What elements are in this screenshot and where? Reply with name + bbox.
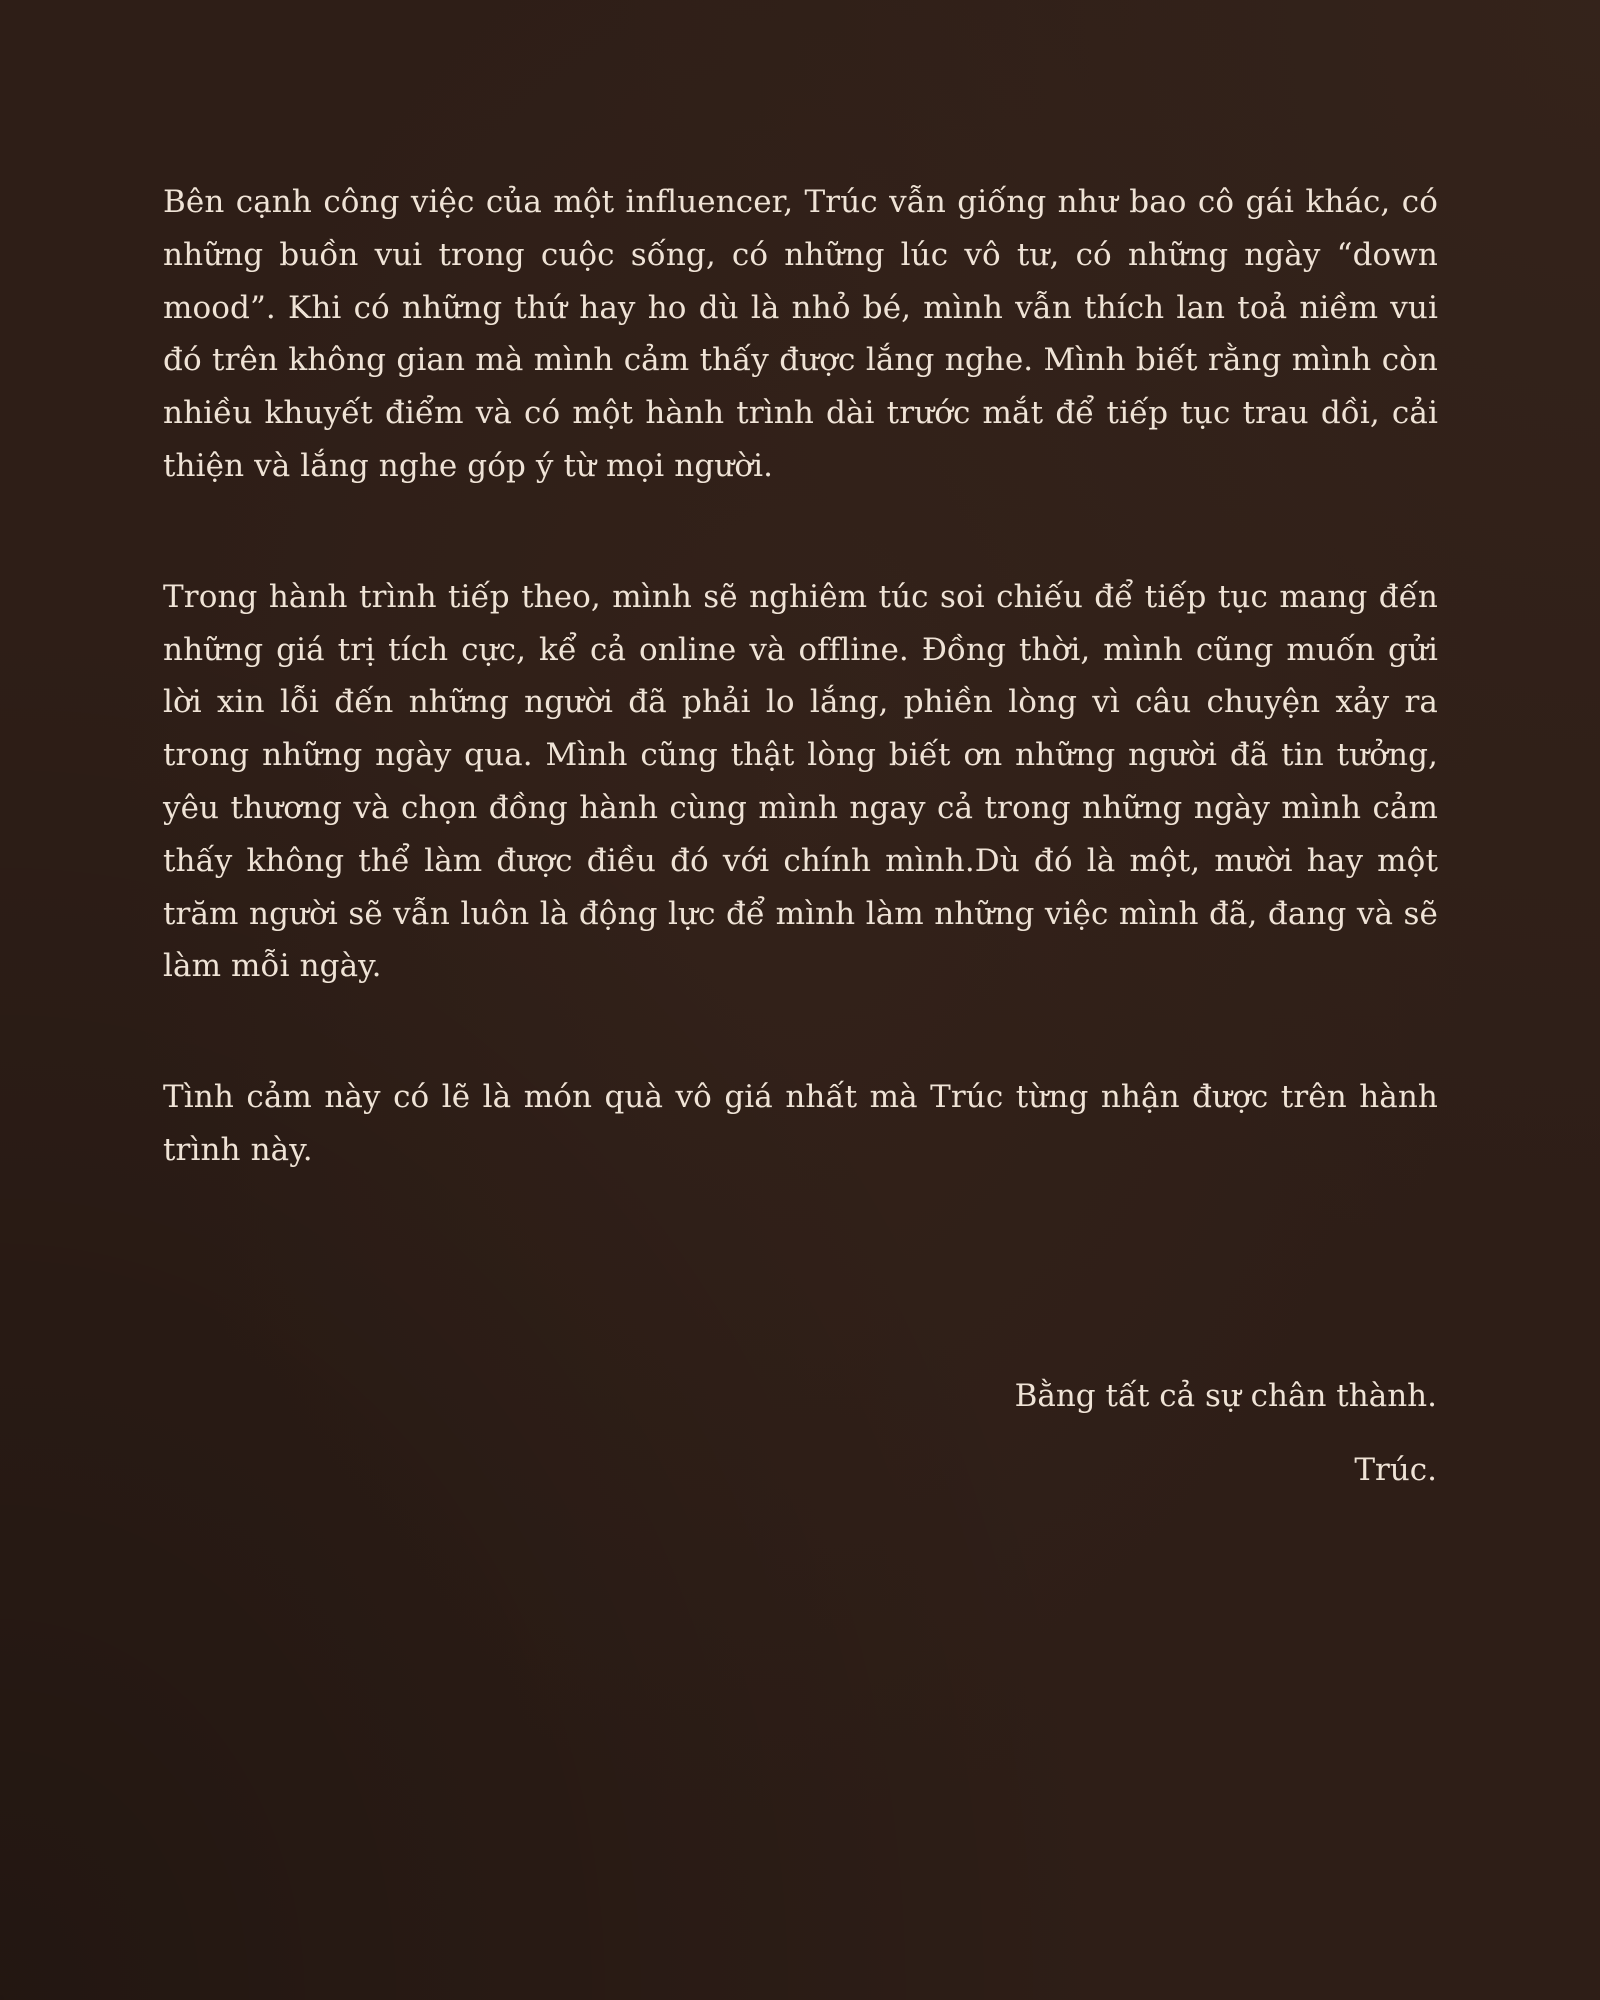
paragraph-2: Trong hành trình tiếp theo, mình sẽ nghiêm túc soi chiếu để tiếp tục mang đến những giá trị tích cực, kể cả online và offline. Đồng thời, mình cũng muốn gửi lời xin lỗi đến những người đã phải lo lắng, phiền lòng vì câu chuyện xảy ra trong những ngày qua. Mình cũng thật lòng biết ơn những người đã tin tưởng, yêu thương và chọn đồng hành cùng mình ngay cả trong những ngày mình cảm thấy không thể làm được điều đó với chính mình.Dù đó là một, mười hay một trăm người sẽ vẫn luôn là động lực để mình làm những việc mình đã, đang và sẽ làm mỗi ngày. [163, 578, 1438, 985]
paragraph-3: Tình cảm này có lẽ là món quà vô giá nhất mà Trúc từng nhận được trên hành trình này. [163, 1079, 1438, 1168]
letter-body [163, 176, 1438, 1177]
letter-closing [1015, 1370, 1437, 1496]
signature: Trúc. [1354, 1452, 1437, 1488]
closing-line: Bằng tất cả sự chân thành. [1014, 1378, 1437, 1414]
paragraph-1: Bên cạnh công việc của một influencer, Trúc vẫn giống như bao cô gái khác, có những buồn vui trong cuộc sống, có những lúc vô tư, có những ngày “down mood”. Khi có những thứ hay ho dù là nhỏ bé, mình vẫn thích lan toả niềm vui đó trên không gian mà mình cảm thấy được lắng nghe. Mình biết rằng mình còn nhiều khuyết điểm và có một hành trình dài trước mắt để tiếp tục trau dồi, cải thiện và lắng nghe góp ý từ mọi người. [163, 184, 1438, 484]
